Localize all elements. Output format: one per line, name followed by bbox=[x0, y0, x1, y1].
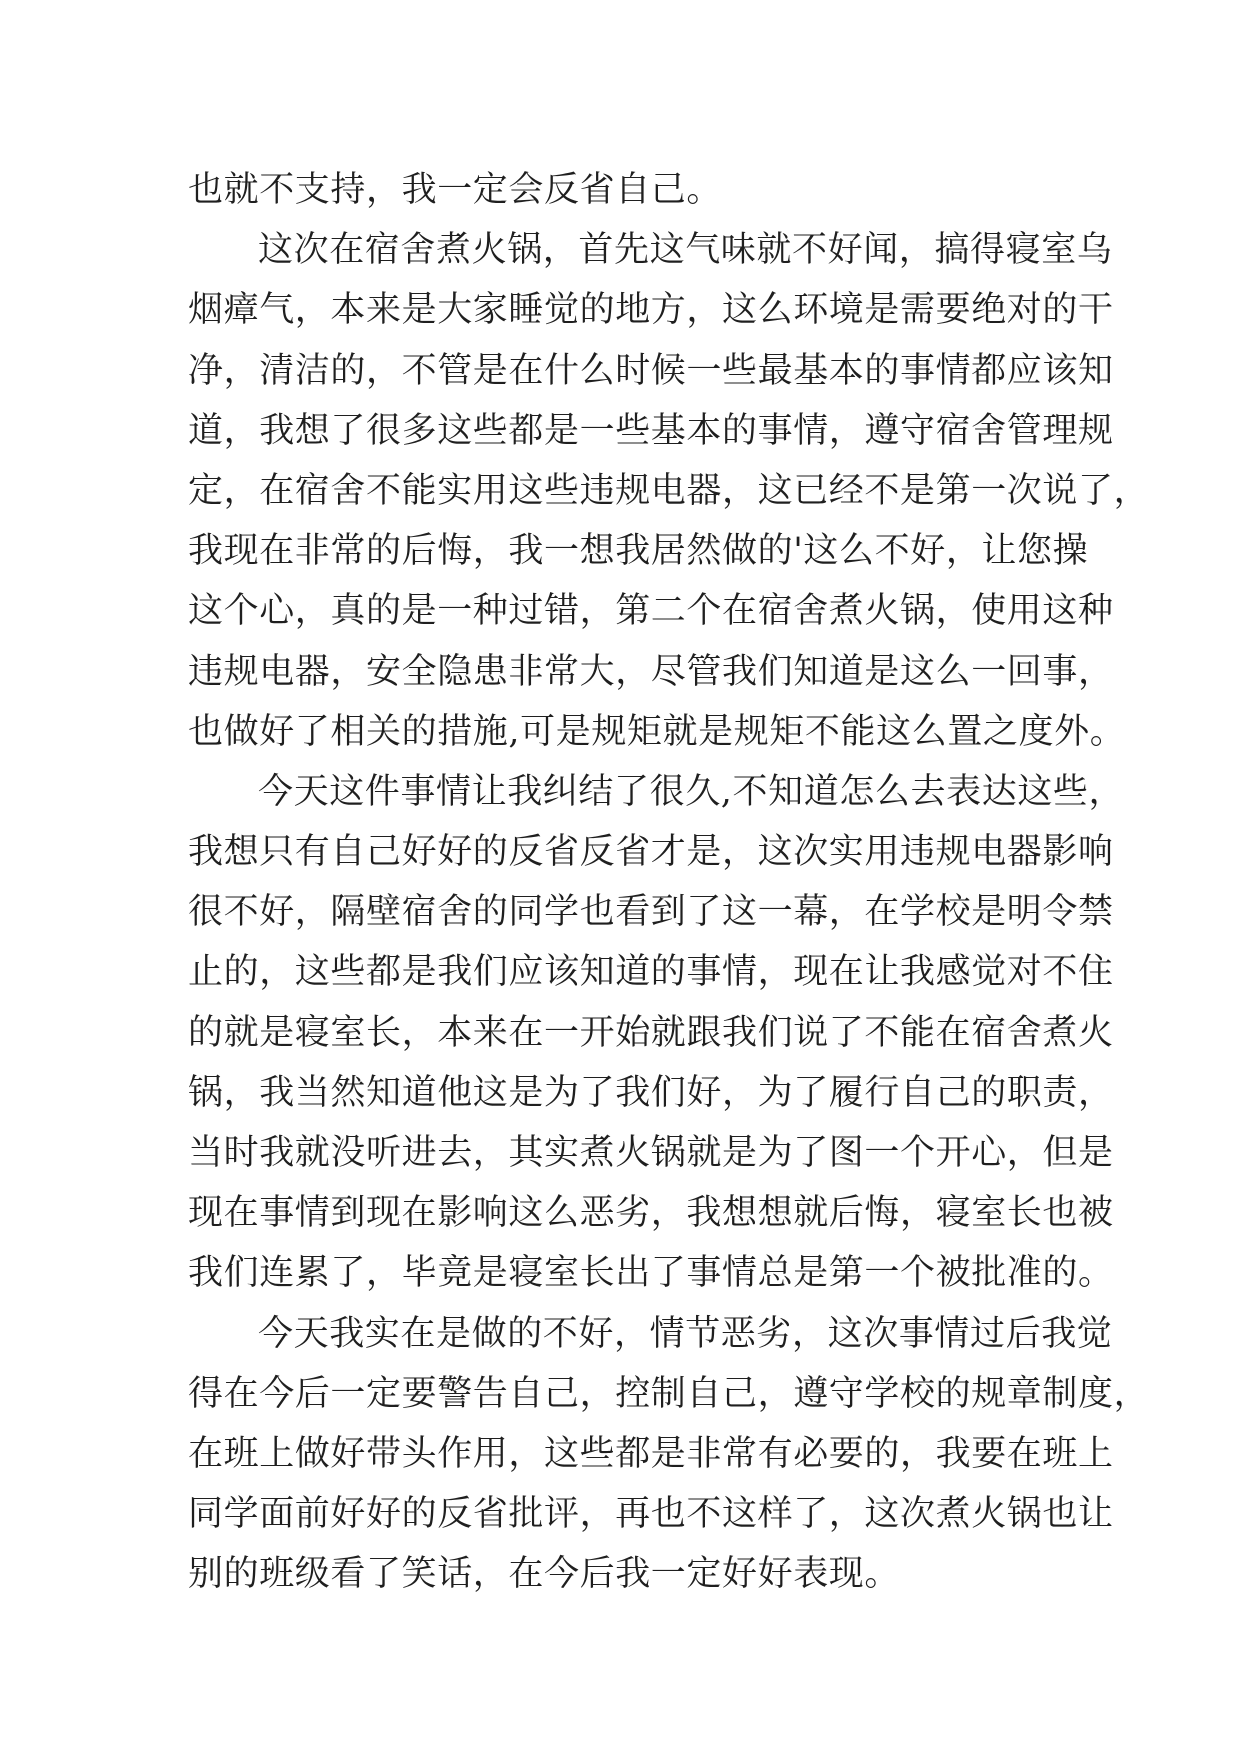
text-line: 违规电器，安全隐患非常大，尽管我们知道是这么一回事， bbox=[188, 651, 1114, 692]
text-line: 烟瘴气，本来是大家睡觉的地方，这么环境是需要绝对的干 bbox=[188, 290, 1114, 331]
text-line: 在班上做好带头作用，这些都是非常有必要的，我要在班上 bbox=[188, 1433, 1114, 1474]
text-line: 今天这件事情让我纠结了很久,不知道怎么去表达这些， bbox=[258, 771, 1125, 812]
text-line: 得在今后一定要警告自己，控制自己，遵守学校的规章制度， bbox=[188, 1373, 1150, 1414]
document-body bbox=[188, 160, 1150, 1605]
text-line: 锅，我当然知道他这是为了我们好，为了履行自己的职责， bbox=[188, 1072, 1114, 1113]
text-line: 同学面前好好的反省批评，再也不这样了，这次煮火锅也让 bbox=[188, 1494, 1114, 1535]
text-line: 我现在非常的后悔，我一想我居然做的'这么不好，让您操 bbox=[188, 531, 1089, 572]
text-line: 很不好，隔壁宿舍的同学也看到了这一幕，在学校是明令禁 bbox=[188, 892, 1114, 933]
text-line: 这个心，真的是一种过错，第二个在宿舍煮火锅，使用这种 bbox=[188, 591, 1114, 632]
text-line: 我们连累了，毕竟是寝室长出了事情总是第一个被批准的。 bbox=[188, 1253, 1114, 1294]
text-line: 也就不支持，我一定会反省自己。 bbox=[188, 170, 723, 210]
text-line: 今天我实在是做的不好，情节恶劣，这次事情过后我觉 bbox=[258, 1313, 1113, 1354]
text-line: 也做好了相关的措施,可是规矩就是规矩不能这么置之度外。 bbox=[188, 711, 1126, 752]
text-line: 止的，这些都是我们应该知道的事情，现在让我感觉对不住 bbox=[188, 952, 1114, 993]
text-line: 我想只有自己好好的反省反省才是，这次实用违规电器影响 bbox=[188, 832, 1114, 873]
text-line: 当时我就没听进去，其实煮火锅就是为了图一个开心，但是 bbox=[188, 1133, 1114, 1173]
text-line: 定，在宿舍不能实用这些违规电器，这已经不是第一次说了， bbox=[188, 470, 1150, 511]
text-line: 别的班级看了笑话，在今后我一定好好表现。 bbox=[188, 1554, 901, 1595]
text-line: 的就是寝室长，本来在一开始就跟我们说了不能在宿舍煮火 bbox=[188, 1012, 1114, 1053]
text-line: 净，清洁的，不管是在什么时候一些最基本的事情都应该知 bbox=[188, 350, 1114, 391]
text-line: 道，我想了很多这些都是一些基本的事情，遵守宿舍管理规 bbox=[188, 410, 1114, 451]
text-line: 现在事情到现在影响这么恶劣，我想想就后悔，寝室长也被 bbox=[188, 1193, 1114, 1234]
text-line: 这次在宿舍煮火锅，首先这气味就不好闻，搞得寝室乌 bbox=[258, 230, 1113, 271]
